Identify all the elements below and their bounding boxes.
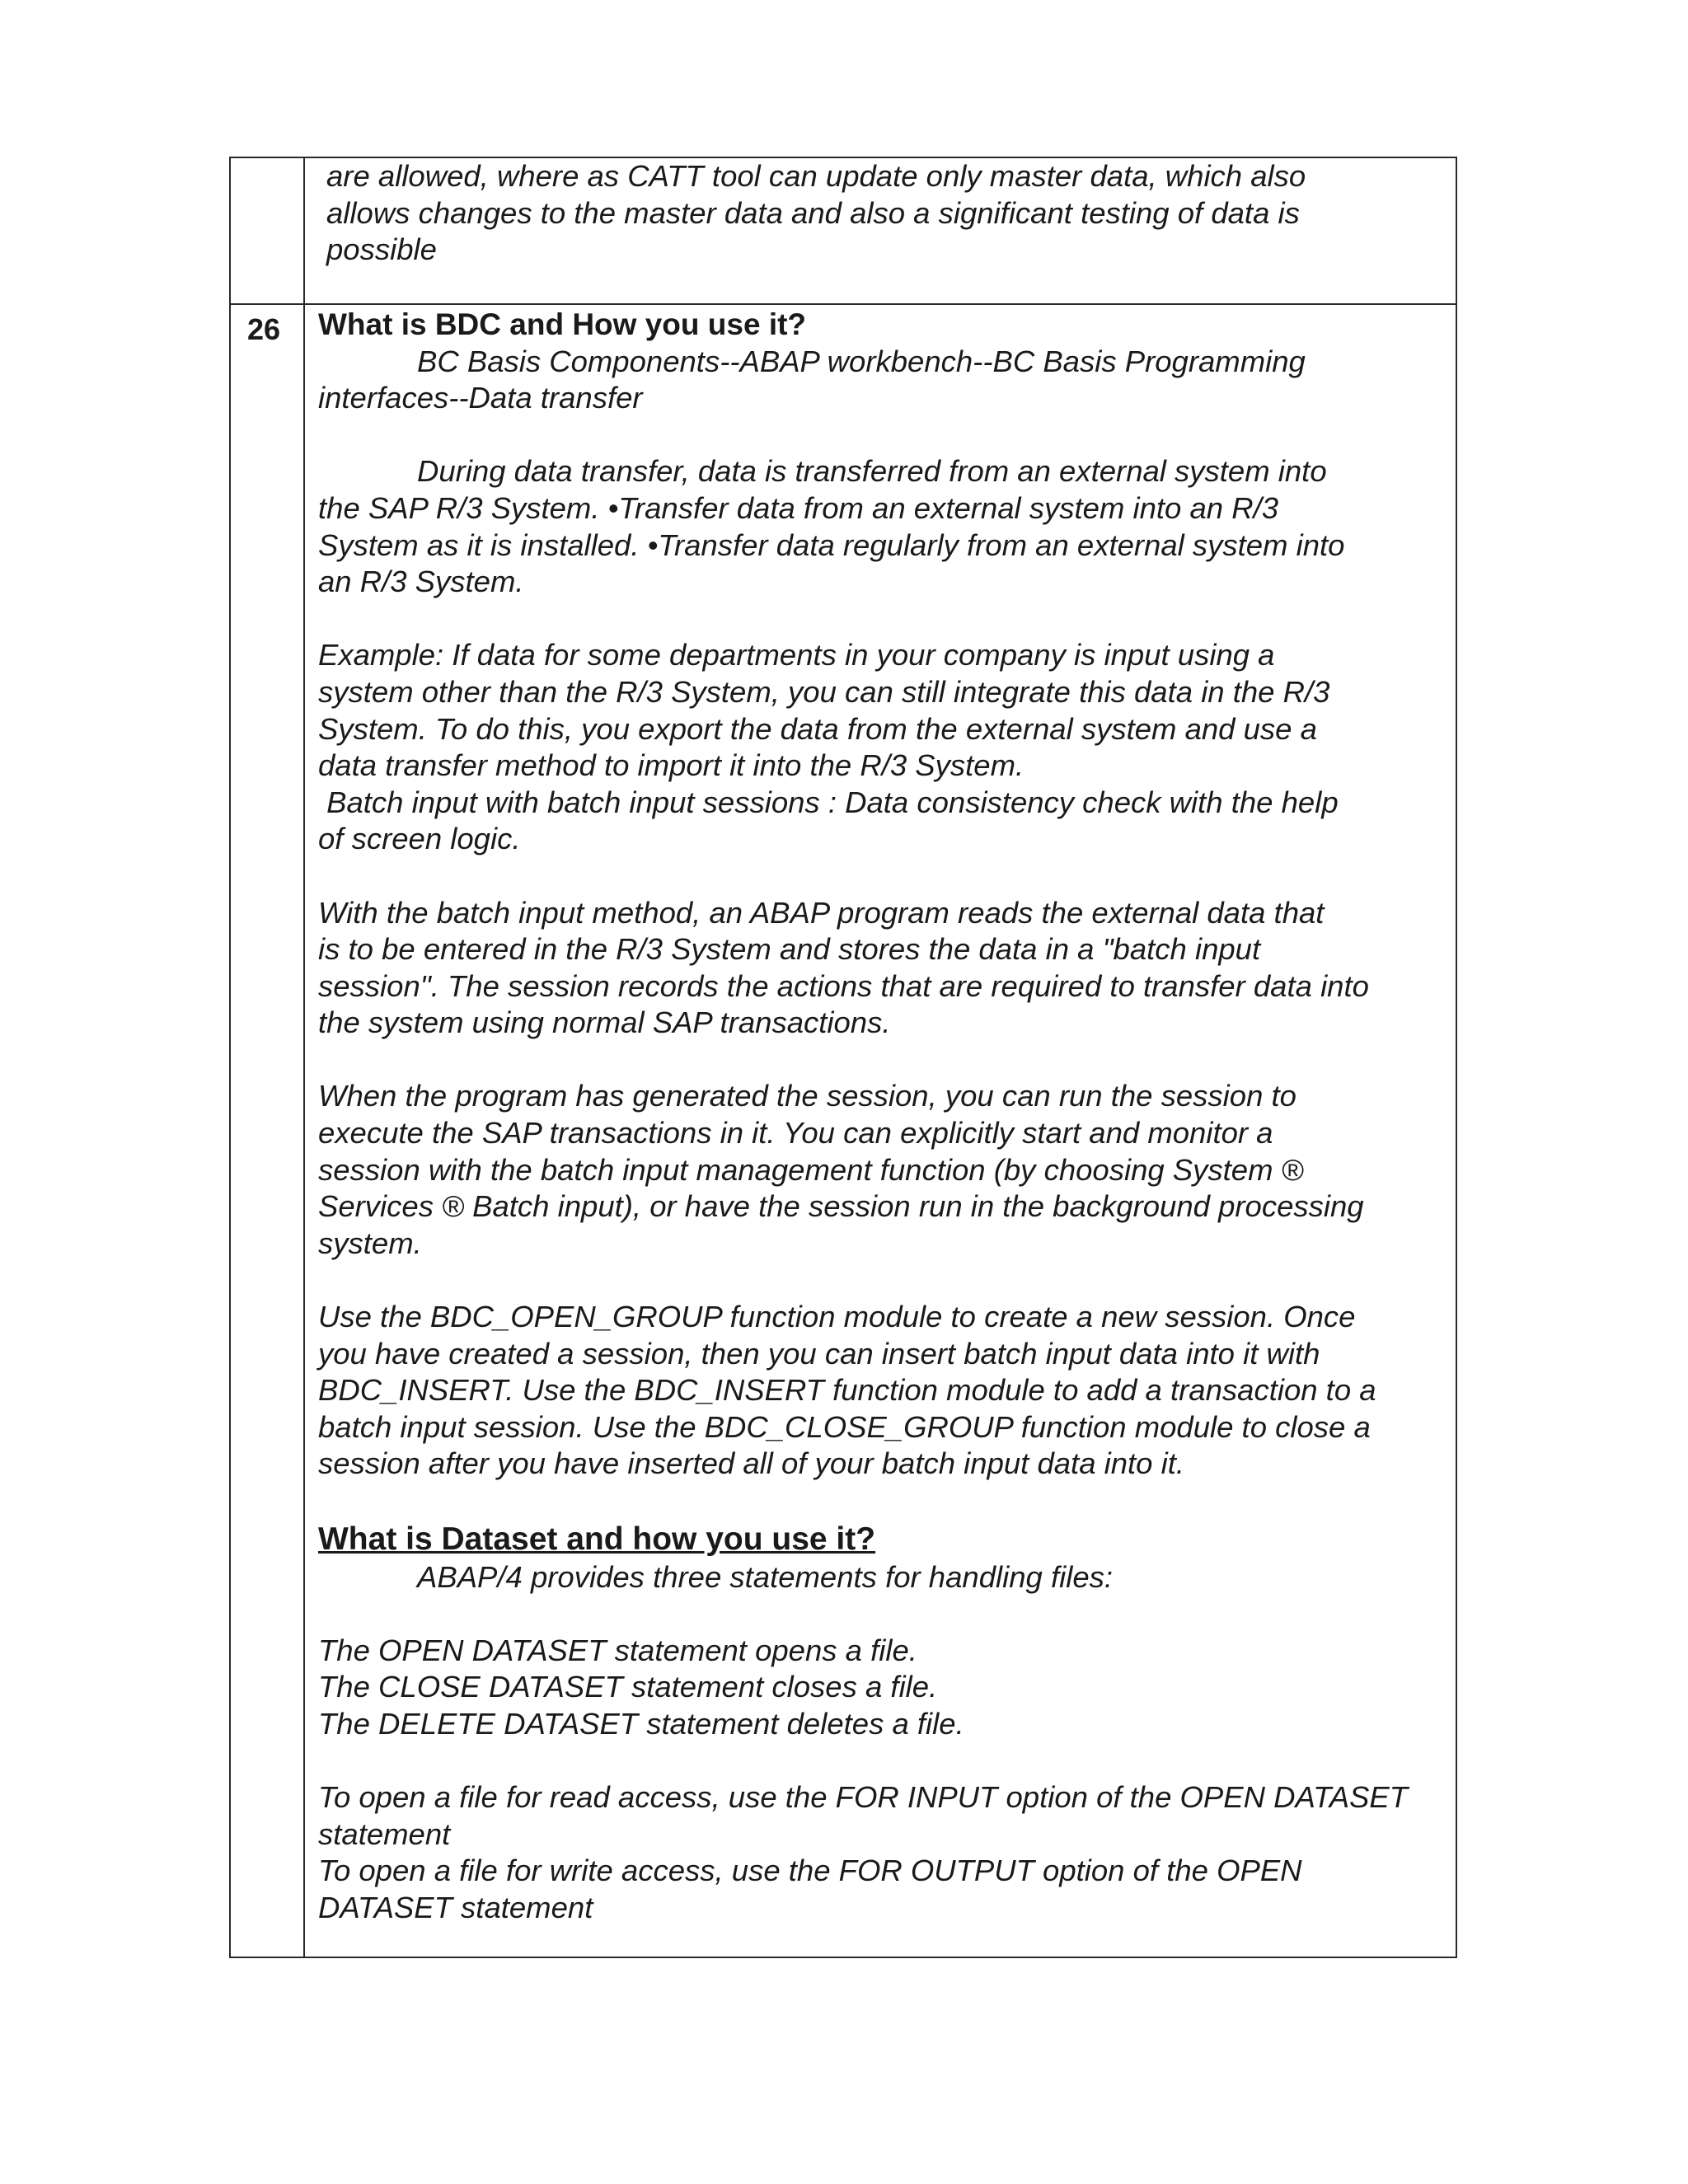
paragraph-line: Example: If data for some departments in your company is input using a	[318, 638, 1275, 673]
question-title: What is BDC and How you use it?	[318, 307, 807, 341]
path-line: BC Basis Components--ABAP workbench--BC Basis Programming	[417, 344, 1306, 378]
paragraph-line: Services ® Batch input), or have the session run in the background processing	[318, 1189, 1364, 1224]
paragraph-line: session". The session records the actions that are required to transfer data into	[318, 968, 1369, 1003]
answer-cell	[318, 307, 1447, 1927]
access-line: To open a file for read access, use the FOR INPUT option of the OPEN DATASET	[318, 1780, 1409, 1815]
statement-line: The CLOSE DATASET statement closes a file.	[318, 1670, 938, 1704]
paragraph-line: data transfer method to import it into the R/3 System.	[318, 748, 1025, 783]
access-line: To open a file for write access, use the FOR OUTPUT option of the OPEN	[318, 1854, 1302, 1888]
paragraph-line: System. To do this, you export the data from the external system and use a	[318, 711, 1317, 746]
paragraph-line: BDC_INSERT. Use the BDC_INSERT function module to add a transaction to a	[318, 1373, 1376, 1408]
dataset-heading: What is Dataset and how you use it?	[318, 1521, 876, 1557]
continuation-line: are allowed, where as CATT tool can update only master data, which also	[326, 159, 1306, 193]
paragraph-line: When the program has generated the session, you can run the session to	[318, 1079, 1296, 1113]
paragraph-line: an R/3 System.	[318, 565, 524, 599]
row-divider	[229, 303, 1457, 305]
paragraph-line: During data transfer, data is transferred from an external system into	[417, 454, 1327, 489]
paragraph-line: execute the SAP transactions in it. You can explicitly start and monitor a	[318, 1116, 1273, 1151]
paragraph-line: is to be entered in the R/3 System and stores the data in a "batch input	[318, 932, 1261, 967]
paragraph-line: of screen logic.	[318, 822, 521, 856]
dataset-intro: ABAP/4 provides three statements for handling files:	[417, 1559, 1114, 1594]
paragraph-line: system.	[318, 1226, 422, 1260]
statement-line: The OPEN DATASET statement opens a file.	[318, 1633, 917, 1667]
access-line: DATASET statement	[318, 1890, 593, 1924]
question-number: 26	[247, 312, 281, 346]
paragraph-line: you have created a session, then you can insert batch input data into it with	[318, 1336, 1320, 1371]
paragraph-line: session after you have inserted all of your batch input data into it.	[318, 1446, 1185, 1481]
paragraph-line: session with the batch input management function (by choosing System ®	[318, 1152, 1304, 1187]
continuation-cell	[326, 158, 1456, 269]
paragraph-line: batch input session. Use the BDC_CLOSE_GROUP function module to close a	[318, 1409, 1371, 1444]
paragraph-line: Batch input with batch input sessions : Data consistency check with the help	[318, 785, 1339, 819]
continuation-line: allows changes to the master data and also a significant testing of data is	[326, 195, 1300, 230]
paragraph-line: the SAP R/3 System. •Transfer data from an external system into an R/3	[318, 490, 1279, 525]
paragraph-line: With the batch input method, an ABAP program reads the external data that	[318, 895, 1325, 930]
paragraph-line: System as it is installed. •Transfer data regularly from an external system into	[318, 527, 1345, 562]
path-line: interfaces--Data transfer	[318, 381, 643, 415]
statement-line: The DELETE DATASET statement deletes a file.	[318, 1706, 964, 1741]
paragraph-line: system other than the R/3 System, you can still integrate this data in the R/3	[318, 674, 1330, 709]
access-line: statement	[318, 1816, 451, 1851]
continuation-line: possible	[326, 232, 437, 267]
column-divider	[303, 157, 305, 1958]
paragraph-line: the system using normal SAP transactions.	[318, 1005, 891, 1040]
paragraph-line: Use the BDC_OPEN_GROUP function module to create a new session. Once	[318, 1300, 1356, 1334]
